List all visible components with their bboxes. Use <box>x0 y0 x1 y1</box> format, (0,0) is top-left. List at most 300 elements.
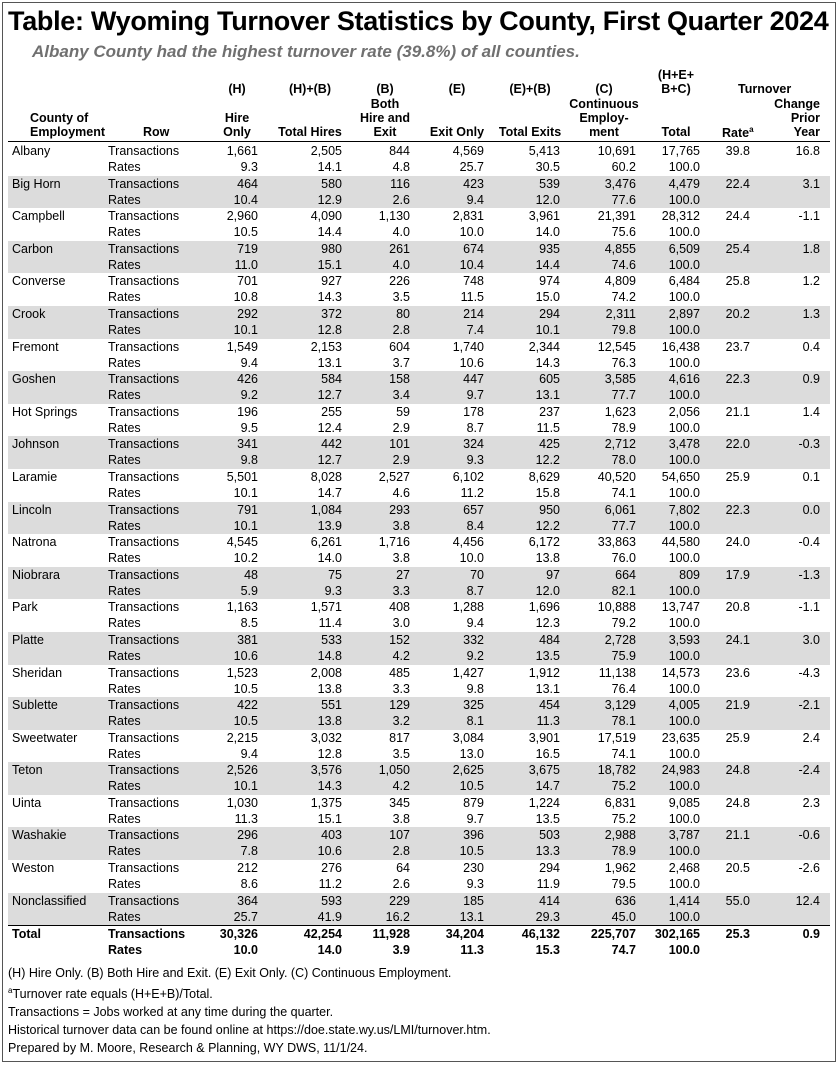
transactions-value: 408 <box>389 600 410 615</box>
turnover-rate: 55.0 <box>725 893 750 908</box>
transactions-value: 636 <box>615 893 636 908</box>
county-name: Laramie <box>12 469 58 484</box>
transactions-value: 324 <box>463 437 484 452</box>
header-change <box>768 97 820 139</box>
transactions-value: 7,802 <box>668 502 700 517</box>
change-prior-year: 2.3 <box>802 795 820 810</box>
rate-value: 3.5 <box>392 290 410 305</box>
rate-value: 100.0 <box>668 290 700 305</box>
row-label-transactions: Transactions <box>108 730 180 745</box>
rate-value: 15.1 <box>317 811 342 826</box>
change-prior-year: 2.4 <box>802 730 820 745</box>
row-label-transactions: Transactions <box>108 828 180 843</box>
transactions-value: 664 <box>615 567 636 582</box>
rate-value: 10.1 <box>535 322 560 337</box>
rate-value: 100.0 <box>668 355 700 370</box>
turnover-rate: 25.9 <box>725 469 750 484</box>
transactions-value: 927 <box>321 274 342 289</box>
transactions-value: 364 <box>237 893 258 908</box>
transactions-value: 605 <box>539 372 560 387</box>
transactions-value: 454 <box>539 698 560 713</box>
transactions-value: 701 <box>237 274 258 289</box>
rate-value: 75.6 <box>611 225 636 240</box>
row-label-rates: Rates <box>108 485 141 500</box>
row-label-transactions: Transactions <box>108 372 180 387</box>
rate-value: 12.8 <box>317 322 342 337</box>
rate-value: 14.8 <box>317 648 342 663</box>
header-both-line2: Hire and <box>359 111 410 125</box>
transactions-value: 2,505 <box>310 144 342 158</box>
county-row <box>8 339 830 372</box>
row-label-transactions: Transactions <box>108 437 180 452</box>
rate-value: 76.4 <box>611 681 636 696</box>
transactions-value: 4,456 <box>452 535 484 550</box>
rate-value: 9.2 <box>466 648 484 663</box>
rate-value: 10.5 <box>233 681 258 696</box>
rate-value: 4.0 <box>392 225 410 240</box>
rate-value: 100.0 <box>668 616 700 631</box>
rate-value: 2.8 <box>392 322 410 337</box>
transactions-value: 4,545 <box>226 535 258 550</box>
transactions-value: 2,960 <box>226 209 258 224</box>
rate-value: 13.3 <box>535 844 560 859</box>
rate-value: 12.2 <box>535 518 560 533</box>
rate-value: 25.7 <box>459 160 484 174</box>
transactions-value: 48 <box>244 567 258 582</box>
transactions-value: 6,509 <box>668 241 700 256</box>
rate-value: 11.2 <box>318 877 342 892</box>
row-label-transactions: Transactions <box>108 535 180 550</box>
transactions-value: 11,928 <box>372 927 410 942</box>
transactions-value: 3,129 <box>604 698 636 713</box>
row-label-rates: Rates <box>108 943 143 958</box>
rate-value: 11.3 <box>460 943 484 958</box>
transactions-value: 3,961 <box>528 209 560 224</box>
transactions-value: 1,716 <box>378 535 410 550</box>
county-row <box>8 795 830 828</box>
rate-value: 11.9 <box>536 877 560 892</box>
rate-value: 10.0 <box>459 551 484 566</box>
rate-value: 13.8 <box>535 551 560 566</box>
rate-value: 10.0 <box>459 225 484 240</box>
rate-value: 4.6 <box>392 485 410 500</box>
transactions-value: 1,030 <box>226 795 258 810</box>
county-row <box>8 371 830 404</box>
turnover-rate: 23.6 <box>725 665 750 680</box>
row-label-transactions: Transactions <box>108 241 180 256</box>
rate-value: 75.9 <box>611 648 636 663</box>
transactions-value: 6,484 <box>668 274 700 289</box>
rate-value: 10.1 <box>233 518 258 533</box>
county-row <box>8 730 830 763</box>
change-prior-year: -0.6 <box>798 828 820 843</box>
transactions-value: 294 <box>539 861 560 876</box>
transactions-value: 503 <box>539 828 560 843</box>
note-footnote <box>8 982 491 1003</box>
transactions-value: 3,593 <box>668 632 700 647</box>
rate-value: 30.5 <box>535 160 560 174</box>
rate-value: 8.7 <box>466 583 484 598</box>
rate-value: 9.7 <box>466 811 484 826</box>
transactions-value: 4,569 <box>452 144 484 158</box>
rate-value: 75.2 <box>611 811 636 826</box>
transactions-value: 30,326 <box>219 927 258 942</box>
transactions-value: 3,901 <box>528 730 560 745</box>
header-cont-line3: ment <box>589 125 619 139</box>
header-total-exits-code: (E)+(B) <box>509 82 551 96</box>
county-row <box>8 306 830 339</box>
county-name: Albany <box>12 144 51 158</box>
change-prior-year: -2.1 <box>798 698 820 713</box>
rate-value: 10.6 <box>317 844 342 859</box>
county-name: Lincoln <box>12 502 52 517</box>
header-both-code: (B) <box>376 82 394 96</box>
header-county-line1: County of <box>30 111 89 125</box>
rate-value: 10.2 <box>233 551 258 566</box>
transactions-value: 1,375 <box>310 795 342 810</box>
transactions-value: 80 <box>396 306 410 321</box>
rate-value: 76.0 <box>611 551 636 566</box>
rate-value: 15.1 <box>317 257 342 272</box>
row-label-rates: Rates <box>108 420 141 435</box>
row-label-transactions: Transactions <box>108 632 180 647</box>
transactions-value: 4,855 <box>604 241 636 256</box>
transactions-value: 4,616 <box>668 372 700 387</box>
rate-value: 29.3 <box>535 909 560 924</box>
transactions-value: 1,414 <box>668 893 700 908</box>
transactions-value: 225,707 <box>590 927 636 942</box>
turnover-rate: 24.0 <box>725 535 750 550</box>
rate-value: 13.5 <box>535 811 560 826</box>
rate-value: 9.4 <box>466 616 484 631</box>
rate-value: 100.0 <box>668 322 700 337</box>
rate-value: 78.1 <box>611 714 636 729</box>
row-label-rates: Rates <box>108 844 141 859</box>
rate-value: 100.0 <box>668 225 700 240</box>
transactions-value: 442 <box>321 437 342 452</box>
county-row <box>8 502 830 535</box>
change-prior-year: 0.9 <box>802 372 820 387</box>
transactions-value: 2,468 <box>668 861 700 876</box>
turnover-rate: 20.8 <box>725 600 750 615</box>
turnover-rate: 25.8 <box>725 274 750 289</box>
row-label-transactions: Transactions <box>108 600 180 615</box>
row-label-transactions: Transactions <box>108 176 180 191</box>
row-label-rates: Rates <box>108 551 141 566</box>
transactions-value: 2,625 <box>452 763 484 778</box>
rate-value: 100.0 <box>668 551 700 566</box>
rate-value: 12.0 <box>535 192 560 207</box>
transactions-value: 464 <box>237 176 258 191</box>
transactions-value: 425 <box>539 437 560 452</box>
turnover-rate: 24.8 <box>725 795 750 810</box>
transactions-value: 341 <box>237 437 258 452</box>
row-label-transactions: Transactions <box>108 763 180 778</box>
rate-value: 100.0 <box>668 583 700 598</box>
rate-value: 82.1 <box>611 583 636 598</box>
note-prepared: Prepared by M. Moore, Research & Planning, WY DWS, 11/1/24. <box>8 1041 368 1056</box>
change-prior-year: 12.4 <box>795 893 820 908</box>
county-name: Sheridan <box>12 665 63 680</box>
rate-value: 9.4 <box>240 746 258 761</box>
rate-value: 77.7 <box>611 388 636 403</box>
county-name: Johnson <box>12 437 60 452</box>
rate-value: 12.7 <box>317 388 342 403</box>
turnover-rate: 23.7 <box>725 339 750 354</box>
rate-value: 74.7 <box>611 943 636 958</box>
rate-value: 10.5 <box>233 714 258 729</box>
turnover-rate: 20.2 <box>725 306 750 321</box>
county-name: Nonclassified <box>12 893 87 908</box>
transactions-value: 1,962 <box>604 861 636 876</box>
transactions-value: 2,988 <box>604 828 636 843</box>
row-label-transactions: Transactions <box>108 469 180 484</box>
transactions-value: 950 <box>539 502 560 517</box>
row-label-transactions: Transactions <box>108 502 180 517</box>
rate-value: 13.8 <box>317 681 342 696</box>
header-rule <box>8 141 830 142</box>
rate-value: 100.0 <box>668 746 700 761</box>
rate-value: 12.2 <box>535 453 560 468</box>
transactions-value: 1,163 <box>226 600 258 615</box>
change-prior-year: 0.4 <box>802 339 820 354</box>
row-label-transactions: Transactions <box>108 404 180 419</box>
rate-value: 100.0 <box>668 714 700 729</box>
rate-value: 9.3 <box>324 583 342 598</box>
county-name: Park <box>12 600 38 615</box>
rate-value: 12.9 <box>317 192 342 207</box>
rate-value: 13.1 <box>535 388 560 403</box>
county-name: Total <box>12 927 41 942</box>
transactions-value: 3,576 <box>310 763 342 778</box>
transactions-value: 593 <box>321 893 342 908</box>
transactions-value: 325 <box>463 698 484 713</box>
rate-value: 3.3 <box>392 583 410 598</box>
transactions-value: 1,288 <box>452 600 484 615</box>
rate-value: 3.8 <box>392 518 410 533</box>
rate-value: 10.5 <box>459 779 484 794</box>
transactions-value: 1,224 <box>528 795 560 810</box>
rate-value: 14.1 <box>317 160 342 174</box>
change-prior-year: 1.8 <box>802 241 820 256</box>
rate-value: 10.5 <box>233 225 258 240</box>
change-prior-year: 0.1 <box>802 469 820 484</box>
row-label-rates: Rates <box>108 225 141 240</box>
rate-value: 12.0 <box>535 583 560 598</box>
header-both <box>352 97 418 139</box>
transactions-value: 332 <box>463 632 484 647</box>
county-row <box>8 632 830 665</box>
rate-value: 12.8 <box>317 746 342 761</box>
transactions-value: 33,863 <box>597 535 636 550</box>
rate-value: 3.0 <box>392 616 410 631</box>
row-label-rates: Rates <box>108 322 141 337</box>
rate-value: 74.2 <box>611 290 636 305</box>
transactions-value: 551 <box>321 698 342 713</box>
transactions-value: 229 <box>389 893 410 908</box>
header-total-code-line1: (H+E+ <box>657 68 695 82</box>
rate-value: 14.4 <box>535 257 560 272</box>
transactions-value: 276 <box>321 861 342 876</box>
rate-value: 76.3 <box>611 355 636 370</box>
rate-value: 14.0 <box>535 225 560 240</box>
header-exit: Exit Only <box>429 125 485 139</box>
transactions-value: 17,519 <box>597 730 636 745</box>
turnover-rate: 24.1 <box>725 632 750 647</box>
rate-value: 13.9 <box>317 518 342 533</box>
transactions-value: 101 <box>389 437 410 452</box>
transactions-value: 6,061 <box>604 502 636 517</box>
county-row <box>8 827 830 860</box>
rate-value: 100.0 <box>668 257 700 272</box>
rate-value: 8.5 <box>240 616 258 631</box>
rate-value: 12.3 <box>535 616 560 631</box>
transactions-value: 46,132 <box>521 927 560 942</box>
change-prior-year: -1.3 <box>798 567 820 582</box>
turnover-rate: 22.3 <box>725 502 750 517</box>
rate-value: 7.8 <box>240 844 258 859</box>
transactions-value: 817 <box>389 730 410 745</box>
transactions-value: 152 <box>389 632 410 647</box>
header-row: Row <box>143 125 170 139</box>
header-rate-label: Rate <box>722 126 750 141</box>
row-label-transactions: Transactions <box>108 698 180 713</box>
county-row <box>8 860 830 893</box>
row-label-rates: Rates <box>108 681 141 696</box>
rate-value: 10.4 <box>233 192 258 207</box>
header-total-code-line2: B+C) <box>661 82 691 96</box>
header-hire <box>212 111 262 139</box>
rate-value: 74.6 <box>611 257 636 272</box>
transactions-value: 1,623 <box>604 404 636 419</box>
transactions-value: 1,571 <box>310 600 342 615</box>
turnover-table <box>8 143 830 959</box>
row-label-transactions: Transactions <box>108 306 180 321</box>
transactions-value: 292 <box>237 306 258 321</box>
rate-value: 11.4 <box>318 616 342 631</box>
transactions-value: 75 <box>328 567 342 582</box>
rate-value: 14.7 <box>317 485 342 500</box>
transactions-value: 2,311 <box>605 306 636 321</box>
row-label-transactions: Transactions <box>108 274 180 289</box>
header-change-line1: Change <box>774 97 820 111</box>
rate-value: 13.1 <box>535 681 560 696</box>
rate-value: 3.2 <box>392 714 410 729</box>
note-legend: (H) Hire Only. (B) Both Hire and Exit. (E) Exit Only. (C) Continuous Employment. <box>8 966 452 980</box>
header-hire-line1: Hire <box>224 111 250 125</box>
county-name: Weston <box>12 861 55 876</box>
rate-value: 9.3 <box>466 877 484 892</box>
row-label-transactions: Transactions <box>108 209 180 224</box>
row-label-rates: Rates <box>108 388 141 403</box>
transactions-value: 23,635 <box>661 730 700 745</box>
rate-value: 14.3 <box>317 290 342 305</box>
rate-value: 10.1 <box>233 485 258 500</box>
rate-value: 74.1 <box>611 746 636 761</box>
turnover-rate: 20.5 <box>725 861 750 876</box>
header-turnover: Turnover <box>738 82 792 96</box>
transactions-value: 3,787 <box>668 828 700 843</box>
transactions-value: 1,130 <box>378 209 410 224</box>
transactions-value: 12,545 <box>597 339 636 354</box>
transactions-value: 44,580 <box>661 535 700 550</box>
transactions-value: 293 <box>389 502 410 517</box>
rate-value: 10.4 <box>459 257 484 272</box>
transactions-value: 8,028 <box>310 469 342 484</box>
rate-value: 14.7 <box>535 779 560 794</box>
rate-value: 13.1 <box>459 909 484 924</box>
rate-value: 4.2 <box>392 648 410 663</box>
change-prior-year: -1.1 <box>798 600 820 615</box>
transactions-value: 2,897 <box>668 306 700 321</box>
transactions-value: 10,691 <box>597 144 636 158</box>
transactions-value: 6,831 <box>604 795 636 810</box>
transactions-value: 604 <box>389 339 410 354</box>
transactions-value: 70 <box>470 567 484 582</box>
change-prior-year: 1.2 <box>802 274 820 289</box>
county-row <box>8 567 830 600</box>
transactions-value: 226 <box>389 274 410 289</box>
rate-value: 11.5 <box>460 290 484 305</box>
turnover-rate: 24.4 <box>725 209 750 224</box>
transactions-value: 129 <box>389 698 410 713</box>
turnover-rate: 25.4 <box>725 241 750 256</box>
transactions-value: 255 <box>321 404 342 419</box>
change-prior-year: 3.0 <box>802 632 820 647</box>
rate-value: 100.0 <box>668 388 700 403</box>
transactions-value: 28,312 <box>661 209 700 224</box>
rate-value: 79.2 <box>611 616 636 631</box>
rate-value: 16.2 <box>385 909 410 924</box>
turnover-rate: 17.9 <box>725 567 750 582</box>
row-label-rates: Rates <box>108 648 141 663</box>
rate-value: 10.6 <box>233 648 258 663</box>
county-name: Washakie <box>12 828 67 843</box>
rate-value: 100.0 <box>668 779 700 794</box>
transactions-value: 178 <box>463 404 484 419</box>
header-rate <box>722 123 754 140</box>
rate-value: 3.5 <box>392 746 410 761</box>
row-label-transactions: Transactions <box>108 144 180 158</box>
rate-value: 100.0 <box>668 453 700 468</box>
header-hire-code: (H) <box>228 82 246 96</box>
transactions-value: 1,050 <box>378 763 410 778</box>
note-transactions: Transactions = Jobs worked at any time during the quarter. <box>8 1005 334 1020</box>
transactions-value: 27 <box>396 567 410 582</box>
transactions-value: 1,427 <box>452 665 484 680</box>
rate-value: 3.4 <box>392 388 410 403</box>
rate-value: 78.0 <box>611 453 636 468</box>
transactions-value: 3,675 <box>528 763 560 778</box>
rate-value: 15.0 <box>535 290 560 305</box>
rate-value: 3.7 <box>392 355 410 370</box>
transactions-value: 580 <box>321 176 342 191</box>
turnover-rate: 22.0 <box>725 437 750 452</box>
transactions-value: 844 <box>389 144 410 158</box>
transactions-value: 1,523 <box>226 665 258 680</box>
row-label-rates: Rates <box>108 714 141 729</box>
change-prior-year: 3.1 <box>802 176 820 191</box>
rate-value: 11.2 <box>460 485 484 500</box>
transactions-value: 539 <box>539 176 560 191</box>
transactions-value: 185 <box>463 893 484 908</box>
row-label-transactions: Transactions <box>108 567 180 582</box>
turnover-rate: 22.4 <box>725 176 750 191</box>
header-both-line3: Exit <box>373 125 397 139</box>
rate-value: 79.5 <box>611 877 636 892</box>
rate-value: 9.8 <box>466 681 484 696</box>
transactions-value: 791 <box>237 502 258 517</box>
